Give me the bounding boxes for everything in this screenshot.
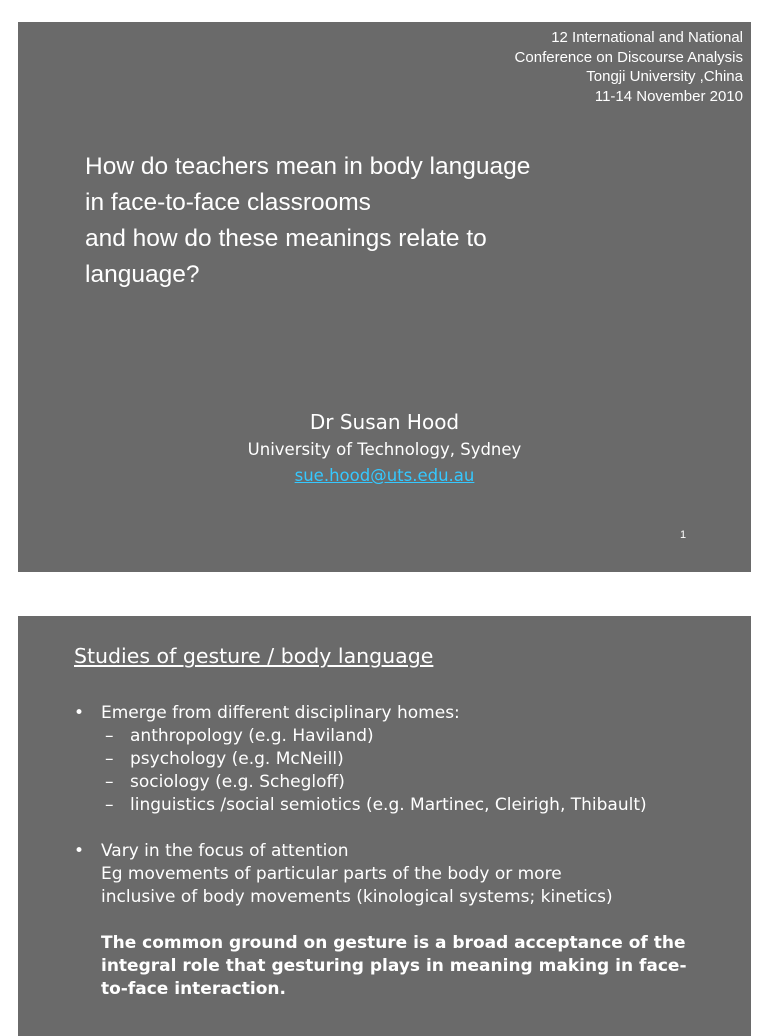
title-line: in face-to-face classrooms [85, 189, 371, 216]
emphasis-line: The common ground on gesture is a broad acceptance of the [101, 933, 686, 953]
dash-icon: – [105, 749, 114, 769]
emphasis-line: integral role that gesturing plays in meaning making in face- [101, 956, 687, 976]
conference-line: 12 International and National [551, 29, 743, 46]
emphasis-line: to-face interaction. [101, 979, 286, 999]
title-line: How do teachers mean in body language [85, 153, 531, 180]
sub-item-text: anthropology (e.g. Haviland) [130, 726, 374, 746]
bullet-continuation: Eg movements of particular parts of the body or more [101, 864, 562, 884]
bullet-text: Vary in the focus of attention [101, 841, 349, 861]
slide-title [85, 149, 705, 293]
conference-line: 11-14 November 2010 [594, 87, 743, 105]
conference-info [515, 28, 743, 106]
dash-icon: – [105, 772, 114, 792]
bullet-icon: • [74, 703, 85, 723]
title-line: language? [85, 261, 200, 288]
bullet-item [74, 702, 744, 725]
sub-item [74, 748, 744, 771]
slide-heading: Studies of gesture / body language [74, 644, 434, 668]
sub-item-text: sociology (e.g. Schegloff) [130, 772, 345, 792]
slide-body [74, 702, 744, 1001]
page-number: 1 [680, 529, 687, 541]
author-email-link[interactable]: sue.hood@uts.edu.au [294, 466, 475, 485]
dash-icon: – [105, 726, 114, 746]
slide-1 [18, 22, 751, 572]
dash-icon: – [105, 795, 114, 815]
author-name: Dr Susan Hood [309, 410, 460, 434]
sub-item [74, 771, 744, 794]
slide-2 [18, 616, 751, 1036]
sub-item [74, 725, 744, 748]
sub-item [74, 794, 744, 817]
conference-line: Tongji University ,China [586, 68, 743, 85]
conference-line: Conference on Discourse Analysis [514, 48, 743, 66]
sub-item-text: psychology (e.g. McNeill) [130, 749, 344, 769]
sub-item-text: linguistics /social semiotics (e.g. Martinec, Cleirigh, Thibault) [130, 795, 647, 815]
bullet-continuation: inclusive of body movements (kinological systems; kinetics) [101, 887, 613, 907]
bullet-item [74, 840, 744, 863]
title-line: and how do these meanings relate to [85, 225, 487, 252]
author-block [18, 407, 751, 489]
author-institution: University of Technology, Sydney [247, 440, 522, 459]
bullet-icon: • [74, 841, 85, 861]
bullet-text: Emerge from different disciplinary homes: [101, 703, 460, 723]
